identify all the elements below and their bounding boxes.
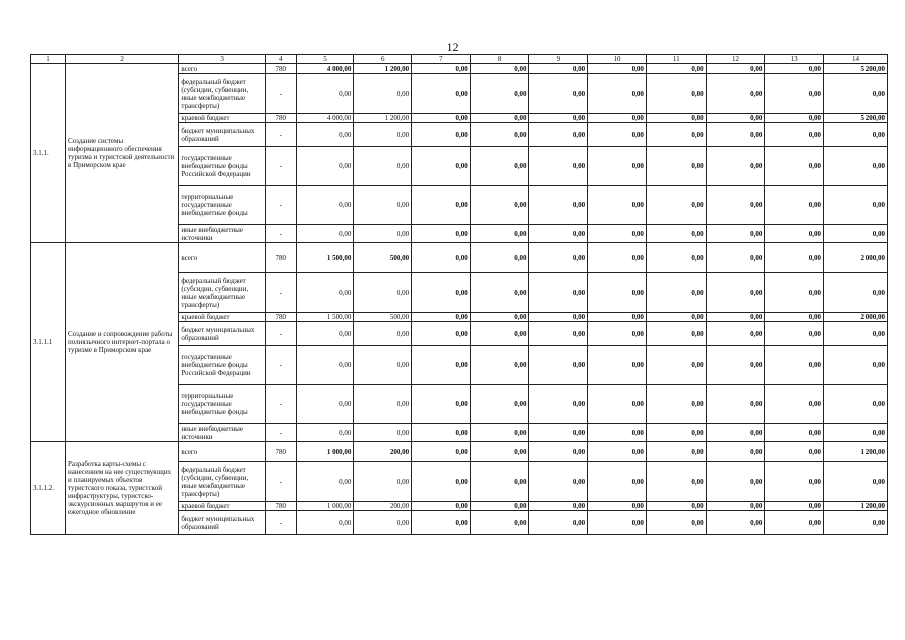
- amount-cell: 200,00: [354, 502, 412, 511]
- amount-cell: 0,00: [354, 273, 412, 313]
- amount-cell: 0,00: [824, 123, 888, 147]
- amount-cell: 200,00: [354, 442, 412, 462]
- funding-source-label: всего: [179, 243, 266, 273]
- amount-cell: 0,00: [646, 186, 706, 225]
- amount-cell: 0,00: [765, 186, 824, 225]
- amount-cell: 0,00: [470, 346, 529, 385]
- budget-code: -: [265, 424, 296, 442]
- amount-cell: 0,00: [354, 322, 412, 346]
- amount-cell: 0,00: [470, 385, 529, 424]
- measure-code: 3.1.1.: [31, 64, 66, 243]
- amount-cell: 0,00: [765, 511, 824, 535]
- amount-cell: 0,00: [354, 147, 412, 186]
- amount-cell: 0,00: [706, 462, 765, 502]
- measure-name: Разработка карты-схемы с нанесением на нее существующих и планируемых объектов туристского показа, туристской инфраструктуры, туристско-экскурсионных маршрутов и ее ежегодное обновление: [66, 442, 179, 535]
- funding-source-label: территориальные государственные внебюджетные фонды: [179, 186, 266, 225]
- amount-cell: 0,00: [765, 346, 824, 385]
- amount-cell: 0,00: [706, 243, 765, 273]
- amount-cell: 2 000,00: [824, 313, 888, 322]
- funding-source-label: всего: [179, 64, 266, 74]
- amount-cell: 0,00: [646, 322, 706, 346]
- amount-cell: 0,00: [588, 442, 647, 462]
- funding-source-label: бюджет муниципальных образований: [179, 511, 266, 535]
- amount-cell: 0,00: [470, 147, 529, 186]
- amount-cell: 0,00: [470, 64, 529, 74]
- amount-cell: 0,00: [646, 385, 706, 424]
- amount-cell: 1 200,00: [354, 114, 412, 123]
- amount-cell: 0,00: [706, 273, 765, 313]
- page-number: 12: [446, 40, 459, 54]
- amount-cell: 0,00: [296, 385, 354, 424]
- budget-code: -: [265, 186, 296, 225]
- amount-cell: 0,00: [470, 462, 529, 502]
- amount-cell: 0,00: [529, 64, 588, 74]
- amount-cell: 0,00: [588, 313, 647, 322]
- amount-cell: 0,00: [529, 511, 588, 535]
- funding-source-label: краевой бюджет: [179, 313, 266, 322]
- budget-code: 780: [265, 243, 296, 273]
- amount-cell: 0,00: [470, 273, 529, 313]
- amount-cell: 0,00: [529, 186, 588, 225]
- column-number: 11: [646, 55, 706, 64]
- amount-cell: 0,00: [706, 186, 765, 225]
- amount-cell: 0,00: [765, 462, 824, 502]
- amount-cell: 0,00: [296, 273, 354, 313]
- amount-cell: 0,00: [529, 147, 588, 186]
- amount-cell: 0,00: [765, 74, 824, 114]
- amount-cell: 0,00: [296, 322, 354, 346]
- amount-cell: 0,00: [412, 225, 471, 243]
- amount-cell: 0,00: [824, 385, 888, 424]
- column-number: 13: [765, 55, 824, 64]
- amount-cell: 0,00: [470, 114, 529, 123]
- amount-cell: 0,00: [412, 313, 471, 322]
- amount-cell: 0,00: [588, 147, 647, 186]
- amount-cell: 0,00: [646, 424, 706, 442]
- funding-source-label: территориальные государственные внебюджетные фонды: [179, 385, 266, 424]
- column-number: 8: [470, 55, 529, 64]
- amount-cell: 0,00: [470, 424, 529, 442]
- amount-cell: 0,00: [529, 74, 588, 114]
- amount-cell: 0,00: [296, 225, 354, 243]
- amount-cell: 0,00: [824, 511, 888, 535]
- amount-cell: 0,00: [765, 147, 824, 186]
- budget-row: [31, 243, 888, 273]
- amount-cell: 0,00: [354, 225, 412, 243]
- amount-cell: 0,00: [588, 123, 647, 147]
- amount-cell: 0,00: [588, 424, 647, 442]
- budget-code: 780: [265, 114, 296, 123]
- amount-cell: 0,00: [470, 322, 529, 346]
- measure-name: Создание системы информационного обеспечения туризма и туристской деятельности в Приморском крае: [66, 64, 179, 243]
- amount-cell: 0,00: [412, 511, 471, 535]
- amount-cell: 0,00: [588, 114, 647, 123]
- amount-cell: 0,00: [296, 346, 354, 385]
- budget-code: 780: [265, 502, 296, 511]
- amount-cell: 0,00: [646, 243, 706, 273]
- column-number: 6: [354, 55, 412, 64]
- funding-source-label: бюджет муниципальных образований: [179, 322, 266, 346]
- budget-code: -: [265, 511, 296, 535]
- amount-cell: 0,00: [470, 502, 529, 511]
- amount-cell: 0,00: [412, 442, 471, 462]
- amount-cell: 0,00: [646, 225, 706, 243]
- amount-cell: 0,00: [646, 64, 706, 74]
- amount-cell: 0,00: [529, 442, 588, 462]
- column-number: 7: [412, 55, 471, 64]
- amount-cell: 1 500,00: [296, 243, 354, 273]
- amount-cell: 0,00: [706, 502, 765, 511]
- amount-cell: 0,00: [296, 147, 354, 186]
- amount-cell: 0,00: [824, 273, 888, 313]
- budget-code: -: [265, 346, 296, 385]
- amount-cell: 4 000,00: [296, 64, 354, 74]
- budget-code: -: [265, 225, 296, 243]
- amount-cell: 0,00: [470, 442, 529, 462]
- amount-cell: 0,00: [765, 385, 824, 424]
- amount-cell: 0,00: [706, 114, 765, 123]
- amount-cell: 0,00: [765, 502, 824, 511]
- amount-cell: 0,00: [412, 243, 471, 273]
- amount-cell: 0,00: [470, 74, 529, 114]
- column-number: 5: [296, 55, 354, 64]
- amount-cell: 1 500,00: [296, 313, 354, 322]
- amount-cell: 0,00: [412, 123, 471, 147]
- budget-code: 780: [265, 442, 296, 462]
- amount-cell: 0,00: [529, 385, 588, 424]
- amount-cell: 1 000,00: [296, 502, 354, 511]
- amount-cell: 0,00: [412, 114, 471, 123]
- amount-cell: 1 000,00: [296, 442, 354, 462]
- amount-cell: 0,00: [354, 424, 412, 442]
- amount-cell: 0,00: [354, 74, 412, 114]
- funding-source-label: бюджет муниципальных образований: [179, 123, 266, 147]
- amount-cell: 0,00: [765, 442, 824, 462]
- amount-cell: 500,00: [354, 313, 412, 322]
- amount-cell: 0,00: [412, 502, 471, 511]
- amount-cell: 0,00: [529, 114, 588, 123]
- amount-cell: 0,00: [588, 511, 647, 535]
- amount-cell: 0,00: [706, 442, 765, 462]
- measure-name: Создание и сопровождение работы полиязычного интернет-портала о туризме в Приморском крае: [66, 243, 179, 442]
- amount-cell: 0,00: [412, 186, 471, 225]
- amount-cell: 0,00: [529, 225, 588, 243]
- amount-cell: 0,00: [646, 462, 706, 502]
- budget-code: -: [265, 147, 296, 186]
- budget-code: -: [265, 123, 296, 147]
- column-number: 2: [66, 55, 179, 64]
- amount-cell: 0,00: [706, 64, 765, 74]
- column-number: 10: [588, 55, 647, 64]
- amount-cell: 0,00: [646, 74, 706, 114]
- amount-cell: 0,00: [470, 243, 529, 273]
- amount-cell: 0,00: [824, 346, 888, 385]
- amount-cell: 0,00: [765, 322, 824, 346]
- amount-cell: 0,00: [706, 385, 765, 424]
- amount-cell: 0,00: [588, 74, 647, 114]
- amount-cell: 0,00: [646, 346, 706, 385]
- amount-cell: 0,00: [646, 114, 706, 123]
- amount-cell: 0,00: [646, 273, 706, 313]
- amount-cell: 5 200,00: [824, 64, 888, 74]
- amount-cell: 0,00: [354, 346, 412, 385]
- column-number: 1: [31, 55, 66, 64]
- amount-cell: 0,00: [470, 313, 529, 322]
- amount-cell: 0,00: [706, 123, 765, 147]
- column-number: 9: [529, 55, 588, 64]
- amount-cell: 0,00: [824, 186, 888, 225]
- funding-source-label: иные внебюджетные источники: [179, 424, 266, 442]
- budget-code: -: [265, 385, 296, 424]
- column-number: 3: [179, 55, 266, 64]
- amount-cell: 0,00: [765, 313, 824, 322]
- amount-cell: 0,00: [824, 74, 888, 114]
- amount-cell: 0,00: [412, 147, 471, 186]
- amount-cell: 1 200,00: [824, 502, 888, 511]
- amount-cell: 0,00: [824, 462, 888, 502]
- amount-cell: 0,00: [824, 225, 888, 243]
- amount-cell: 0,00: [296, 74, 354, 114]
- amount-cell: 500,00: [354, 243, 412, 273]
- budget-code: -: [265, 462, 296, 502]
- amount-cell: 0,00: [529, 502, 588, 511]
- funding-source-label: федеральный бюджет (субсидии, субвенции, иные межбюджетные трансферты): [179, 273, 266, 313]
- budget-code: 780: [265, 64, 296, 74]
- measure-code: 3.1.1.1: [31, 243, 66, 442]
- amount-cell: 0,00: [354, 511, 412, 535]
- amount-cell: 0,00: [470, 225, 529, 243]
- budget-code: 780: [265, 313, 296, 322]
- budget-code: -: [265, 74, 296, 114]
- amount-cell: 0,00: [354, 462, 412, 502]
- amount-cell: 1 200,00: [824, 442, 888, 462]
- amount-cell: 0,00: [412, 74, 471, 114]
- amount-cell: 0,00: [706, 322, 765, 346]
- funding-source-label: государственные внебюджетные фонды Российской Федерации: [179, 147, 266, 186]
- amount-cell: 0,00: [296, 462, 354, 502]
- amount-cell: 0,00: [529, 322, 588, 346]
- amount-cell: 0,00: [765, 114, 824, 123]
- amount-cell: 0,00: [646, 313, 706, 322]
- amount-cell: 0,00: [588, 346, 647, 385]
- amount-cell: 0,00: [706, 74, 765, 114]
- amount-cell: 0,00: [706, 313, 765, 322]
- amount-cell: 0,00: [529, 346, 588, 385]
- amount-cell: 0,00: [296, 424, 354, 442]
- funding-source-label: иные внебюджетные источники: [179, 225, 266, 243]
- budget-code: -: [265, 322, 296, 346]
- amount-cell: 0,00: [765, 424, 824, 442]
- amount-cell: 5 200,00: [824, 114, 888, 123]
- amount-cell: 0,00: [824, 322, 888, 346]
- amount-cell: 0,00: [354, 385, 412, 424]
- amount-cell: 0,00: [296, 123, 354, 147]
- amount-cell: 0,00: [824, 424, 888, 442]
- amount-cell: 0,00: [529, 123, 588, 147]
- amount-cell: 0,00: [296, 511, 354, 535]
- column-number: 14: [824, 55, 888, 64]
- measure-code: 3.1.1.2.: [31, 442, 66, 535]
- amount-cell: 0,00: [588, 273, 647, 313]
- amount-cell: 0,00: [588, 322, 647, 346]
- amount-cell: 0,00: [706, 147, 765, 186]
- amount-cell: 0,00: [824, 147, 888, 186]
- budget-row: [31, 442, 888, 462]
- column-number: 4: [265, 55, 296, 64]
- amount-cell: 0,00: [470, 123, 529, 147]
- amount-cell: 0,00: [529, 424, 588, 442]
- amount-cell: 0,00: [765, 243, 824, 273]
- funding-source-label: всего: [179, 442, 266, 462]
- funding-source-label: федеральный бюджет (субсидии, субвенции, иные межбюджетные трансферты): [179, 462, 266, 502]
- amount-cell: 0,00: [354, 186, 412, 225]
- amount-cell: 0,00: [646, 502, 706, 511]
- amount-cell: 0,00: [588, 462, 647, 502]
- amount-cell: 0,00: [765, 225, 824, 243]
- amount-cell: 0,00: [412, 424, 471, 442]
- amount-cell: 0,00: [706, 511, 765, 535]
- amount-cell: 0,00: [706, 424, 765, 442]
- amount-cell: 0,00: [412, 273, 471, 313]
- amount-cell: 0,00: [588, 502, 647, 511]
- amount-cell: 0,00: [765, 64, 824, 74]
- amount-cell: 0,00: [588, 225, 647, 243]
- amount-cell: 0,00: [529, 273, 588, 313]
- amount-cell: 0,00: [529, 462, 588, 502]
- amount-cell: 0,00: [412, 322, 471, 346]
- column-number-row: [31, 55, 888, 64]
- amount-cell: 0,00: [706, 225, 765, 243]
- amount-cell: 0,00: [646, 147, 706, 186]
- amount-cell: 0,00: [412, 462, 471, 502]
- amount-cell: 4 000,00: [296, 114, 354, 123]
- amount-cell: 0,00: [529, 243, 588, 273]
- amount-cell: 1 200,00: [354, 64, 412, 74]
- amount-cell: 0,00: [470, 186, 529, 225]
- amount-cell: 0,00: [412, 64, 471, 74]
- column-number: 12: [706, 55, 765, 64]
- amount-cell: 0,00: [588, 243, 647, 273]
- amount-cell: 0,00: [646, 442, 706, 462]
- funding-source-label: краевой бюджет: [179, 114, 266, 123]
- budget-row: [31, 64, 888, 74]
- budget-code: -: [265, 273, 296, 313]
- funding-source-label: государственные внебюджетные фонды Российской Федерации: [179, 346, 266, 385]
- amount-cell: 0,00: [646, 511, 706, 535]
- amount-cell: 0,00: [354, 123, 412, 147]
- amount-cell: 0,00: [588, 385, 647, 424]
- amount-cell: 0,00: [588, 186, 647, 225]
- amount-cell: 0,00: [765, 123, 824, 147]
- amount-cell: 0,00: [706, 346, 765, 385]
- amount-cell: 0,00: [765, 273, 824, 313]
- amount-cell: 0,00: [470, 511, 529, 535]
- budget-table: [30, 54, 888, 535]
- funding-source-label: федеральный бюджет (субсидии, субвенции, иные межбюджетные трансферты): [179, 74, 266, 114]
- amount-cell: 0,00: [412, 385, 471, 424]
- amount-cell: 0,00: [646, 123, 706, 147]
- amount-cell: 2 000,00: [824, 243, 888, 273]
- amount-cell: 0,00: [296, 186, 354, 225]
- amount-cell: 0,00: [588, 64, 647, 74]
- funding-source-label: краевой бюджет: [179, 502, 266, 511]
- amount-cell: 0,00: [412, 346, 471, 385]
- amount-cell: 0,00: [529, 313, 588, 322]
